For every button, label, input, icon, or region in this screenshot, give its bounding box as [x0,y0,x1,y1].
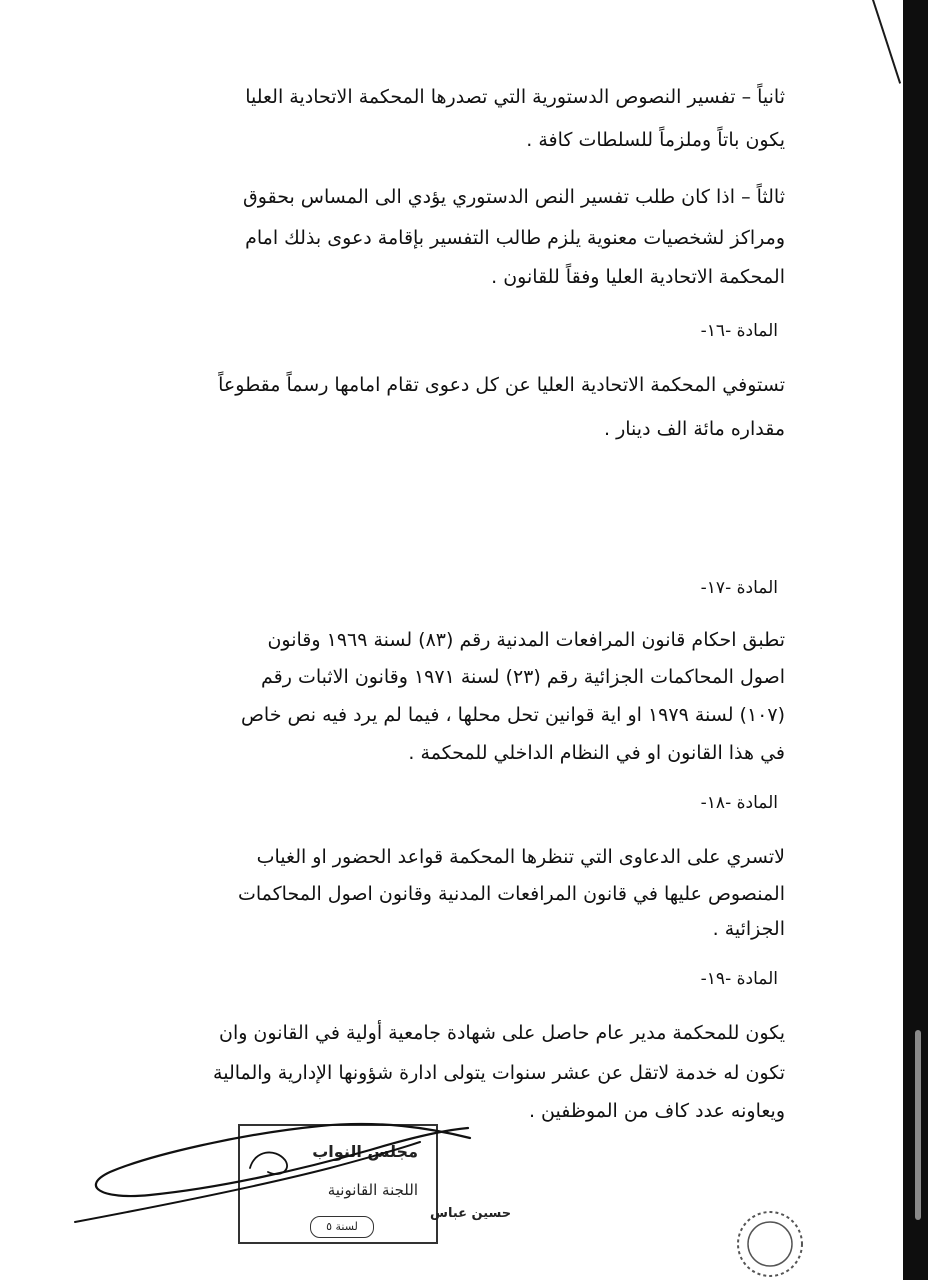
article-19-heading: المادة -١٩- [700,969,778,989]
article-16-line-1: تستوفي المحكمة الاتحادية العليا عن كل دعوى تقام امامها رسماً مقطوعاً [218,374,785,396]
article-17-line-4: في هذا القانون او في النظام الداخلي للمحكمة . [408,742,785,764]
article-16-heading: المادة -١٦- [700,321,778,341]
article-17-line-1: تطبق احكام قانون المرافعات المدنية رقم (٨٣) لسنة ١٩٦٩ وقانون [267,629,785,651]
paragraph-2-line-2: يكون باتاً وملزماً للسلطات كافة . [526,129,785,151]
article-19-line-2: تكون له خدمة لاتقل عن عشر سنوات يتولى ادارة شؤونها الإدارية والمالية [213,1062,785,1084]
page-corner-line [872,0,901,84]
article-18-line-1: لاتسري على الدعاوى التي تنظرها المحكمة قواعد الحضور او الغياب [256,846,785,868]
article-18-line-3: الجزائية . [712,918,785,940]
committee-stamp [238,1124,438,1244]
article-17-line-3: (١٠٧) لسنة ١٩٧٩ او اية قوانين تحل محلها ، فيما لم يرد فيه نص خاص [240,704,785,726]
paragraph-3-line-1: ثالثاً – اذا كان طلب تفسير النص الدستوري يؤدي الى المساس بحقوق [243,186,785,208]
stamp-council-name: مجلس النواب [312,1142,418,1161]
article-19-line-3: ويعاونه عدد كاف من الموظفين . [528,1100,785,1122]
stamp-committee-name: اللجنة القانونية [327,1181,418,1199]
stamp-number-badge: لسنة ٥ [310,1216,374,1238]
paragraph-2-line-1: ثانياً – تفسير النصوص الدستورية التي تصدرها المحكمة الاتحادية العليا [245,86,785,108]
seal-icon [730,1200,810,1280]
article-19-line-1: يكون للمحكمة مدير عام حاصل على شهادة جامعية أولية في القانون وان [218,1022,785,1044]
paragraph-3-line-2: ومراكز لشخصيات معنوية يلزم طالب التفسير بإقامة دعوى بذلك امام [245,227,785,249]
article-16-line-2: مقداره مائة الف دينار . [604,418,785,440]
paragraph-3-line-3: المحكمة الاتحادية العليا وفقاً للقانون . [491,266,785,288]
scrollbar-thumb[interactable] [915,1030,921,1220]
article-17-heading: المادة -١٧- [700,578,778,598]
article-18-line-2: المنصوص عليها في قانون المرافعات المدنية وقانون اصول المحاكمات [237,883,785,905]
article-18-heading: المادة -١٨- [700,793,778,813]
signer-name: حسين عباس [430,1206,512,1221]
article-17-line-2: اصول المحاكمات الجزائية رقم (٢٣) لسنة ١٩٧١ وقانون الاثبات رقم [261,666,785,688]
